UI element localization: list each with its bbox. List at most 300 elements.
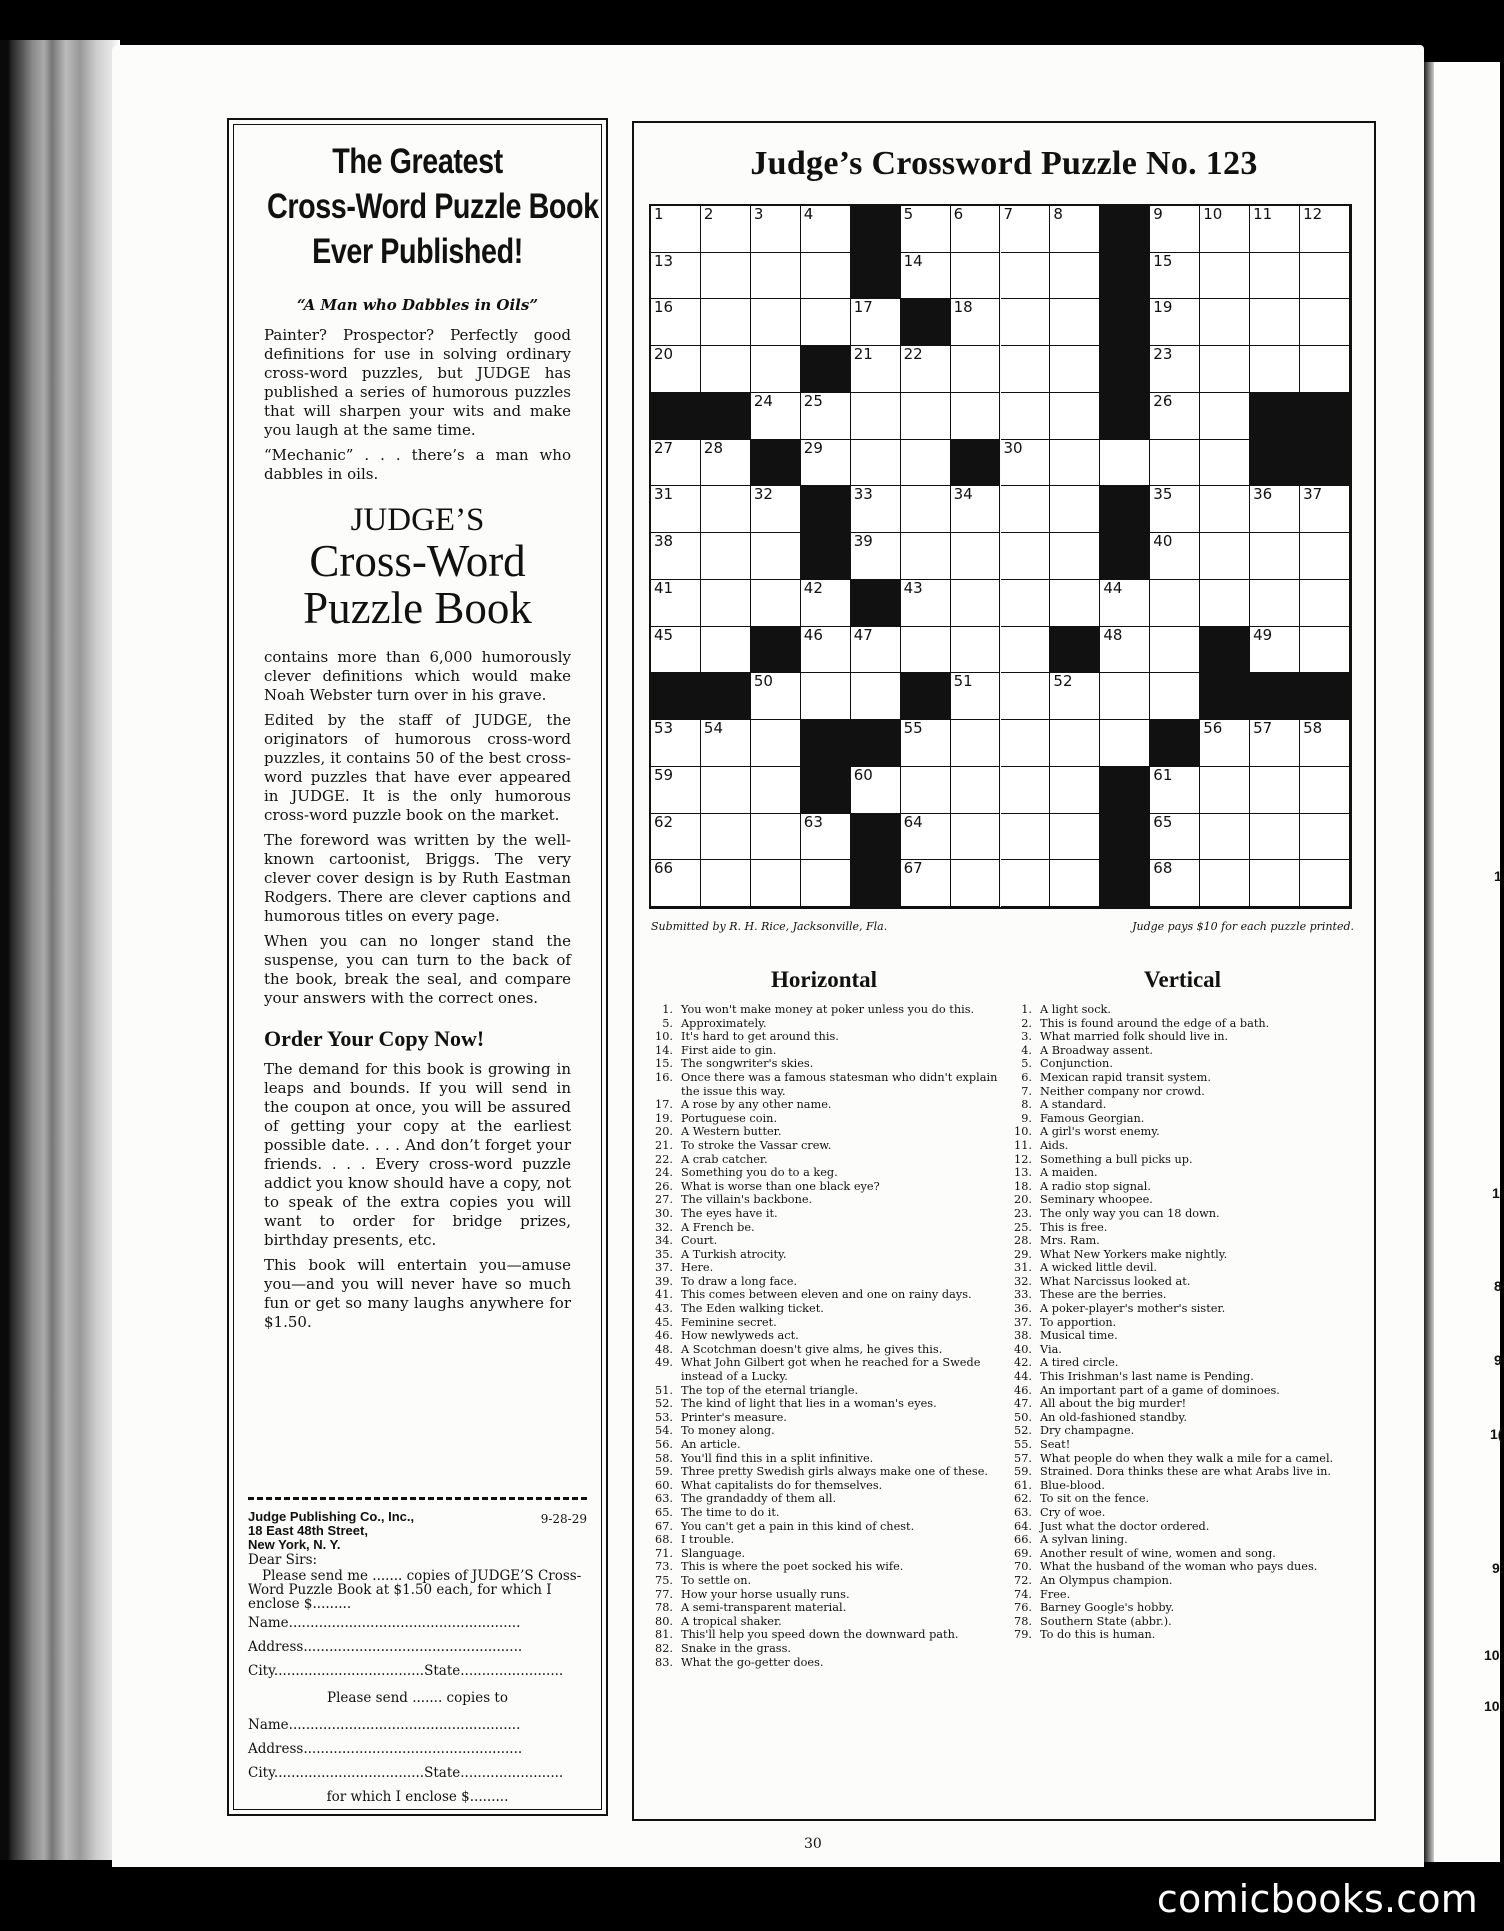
grid-cell[interactable] <box>951 346 1001 393</box>
clue-number: 14 <box>903 251 923 270</box>
grid-cell[interactable] <box>1100 440 1150 487</box>
grid-cell[interactable] <box>851 393 901 440</box>
grid-cell[interactable] <box>1001 393 1051 440</box>
grid-cell[interactable] <box>1150 440 1200 487</box>
grid-cell[interactable] <box>1250 580 1300 627</box>
grid-cell[interactable] <box>1250 206 1300 253</box>
grid-cell[interactable] <box>801 393 851 440</box>
grid-cell[interactable] <box>1200 206 1250 253</box>
grid-cell[interactable] <box>1300 720 1350 767</box>
clue-item <box>1010 1547 1362 1561</box>
clue-text: A Western butter. <box>681 1125 782 1139</box>
clue-num: 47. <box>1014 1397 1032 1411</box>
clue-text: Neither company nor crowd. <box>1040 1084 1205 1098</box>
clue-text: A Turkish atrocity. <box>681 1247 787 1261</box>
grid-cell[interactable] <box>1250 860 1300 907</box>
grid-cell[interactable] <box>851 767 901 814</box>
grid-cell[interactable] <box>1200 486 1250 533</box>
clue-text: The eyes have it. <box>681 1206 778 1220</box>
clue-number: 3 <box>753 205 764 223</box>
grid-black-square <box>1100 814 1150 861</box>
grid-cell[interactable] <box>951 299 1001 346</box>
grid-cell[interactable] <box>1001 486 1051 533</box>
grid-cell[interactable] <box>1300 767 1350 814</box>
grid-cell[interactable] <box>1300 206 1350 253</box>
grid-cell[interactable] <box>951 533 1001 580</box>
grid-cell[interactable] <box>801 299 851 346</box>
grid-cell[interactable] <box>1001 860 1051 907</box>
grid-cell[interactable] <box>1050 393 1100 440</box>
grid-cell[interactable] <box>1100 720 1150 767</box>
grid-cell[interactable] <box>1100 580 1150 627</box>
grid-black-square <box>1250 393 1300 440</box>
grid-cell[interactable] <box>1001 253 1051 300</box>
grid-cell[interactable] <box>1250 533 1300 580</box>
clue-text: The time to do it. <box>681 1505 780 1519</box>
grid-cell[interactable] <box>1100 627 1150 674</box>
grid-cell[interactable] <box>751 486 801 533</box>
grid-cell[interactable] <box>901 580 951 627</box>
grid-cell[interactable] <box>751 673 801 720</box>
grid-cell[interactable] <box>901 720 951 767</box>
clue-item <box>1010 1261 1362 1275</box>
grid-cell[interactable] <box>1001 346 1051 393</box>
grid-cell[interactable] <box>801 580 851 627</box>
grid-cell[interactable] <box>1050 440 1100 487</box>
grid-cell[interactable] <box>751 860 801 907</box>
clue-text: This is free. <box>1040 1220 1108 1234</box>
payment-note: Judge pays $10 for each puzzle printed. <box>1132 920 1354 933</box>
clue-item <box>651 1384 1005 1398</box>
grid-cell[interactable] <box>1050 206 1100 253</box>
grid-cell[interactable] <box>701 346 751 393</box>
grid-cell[interactable] <box>651 206 701 253</box>
grid-cell[interactable] <box>1200 299 1250 346</box>
clue-text: A standard. <box>1040 1098 1107 1112</box>
grid-cell[interactable] <box>901 486 951 533</box>
clue-text: A sylvan lining. <box>1040 1533 1128 1547</box>
grid-cell[interactable] <box>651 299 701 346</box>
gift-city-state-field[interactable]: City...................................State........................ <box>248 1765 564 1781</box>
clue-text: To apportion. <box>1040 1315 1117 1329</box>
grid-cell[interactable] <box>1300 627 1350 674</box>
grid-cell[interactable] <box>1200 533 1250 580</box>
coupon-date: 9-28-29 <box>540 1512 587 1526</box>
clue-num: 55. <box>1014 1438 1032 1451</box>
grid-cell[interactable] <box>751 767 801 814</box>
grid-cell[interactable] <box>751 580 801 627</box>
grid-cell[interactable] <box>951 253 1001 300</box>
grid-cell[interactable] <box>1250 299 1300 346</box>
grid-cell[interactable] <box>751 253 801 300</box>
clue-num: 58. <box>655 1451 673 1465</box>
clue-number: 18 <box>953 298 973 317</box>
grid-cell[interactable] <box>851 440 901 487</box>
clue-number: 11 <box>1253 205 1273 223</box>
clue-num: 15. <box>655 1057 673 1071</box>
grid-cell[interactable] <box>701 627 751 674</box>
grid-cell[interactable] <box>1001 533 1051 580</box>
grid-cell[interactable] <box>851 346 901 393</box>
clue-number: 6 <box>953 205 964 223</box>
page-gutter <box>1424 62 1434 1862</box>
next-page-fragment: 1: <box>1492 1185 1504 1201</box>
clue-item <box>651 1221 1005 1235</box>
grid-cell[interactable] <box>1150 299 1200 346</box>
clue-number: 22 <box>903 345 923 364</box>
grid-cell[interactable] <box>701 533 751 580</box>
grid-cell[interactable] <box>801 440 851 487</box>
grid-cell[interactable] <box>1050 346 1100 393</box>
grid-cell[interactable] <box>1150 253 1200 300</box>
grid-cell[interactable] <box>801 253 851 300</box>
grid-black-square <box>1250 440 1300 487</box>
clue-num: 5. <box>1021 1057 1032 1071</box>
grid-cell[interactable] <box>751 533 801 580</box>
clue-text: A wicked little devil. <box>1040 1261 1158 1275</box>
grid-cell[interactable] <box>651 814 701 861</box>
grid-cell[interactable] <box>851 486 901 533</box>
clue-item <box>651 1248 1005 1262</box>
grid-cell[interactable] <box>651 533 701 580</box>
clue-num: 14. <box>655 1043 673 1057</box>
grid-black-square <box>651 673 701 720</box>
clue-num: 70. <box>1014 1560 1032 1574</box>
clue-number: 23 <box>1153 345 1173 364</box>
clue-text: Musical time. <box>1040 1329 1118 1343</box>
grid-cell[interactable] <box>951 673 1001 720</box>
clue-num: 32. <box>1014 1274 1032 1288</box>
clue-item <box>1010 1193 1362 1207</box>
clue-num: 76. <box>1014 1601 1032 1615</box>
clue-item <box>651 1452 1005 1466</box>
grid-cell[interactable] <box>1001 767 1051 814</box>
submitted-credit: Submitted by R. H. Rice, Jacksonville, Fla. <box>651 920 888 933</box>
grid-cell[interactable] <box>901 253 951 300</box>
clue-text: A girl's worst enemy. <box>1040 1125 1160 1139</box>
grid-cell[interactable] <box>1300 533 1350 580</box>
grid-cell[interactable] <box>951 767 1001 814</box>
clue-item <box>1010 1465 1362 1479</box>
grid-cell[interactable] <box>901 393 951 440</box>
clue-num: 28. <box>1014 1234 1032 1248</box>
clue-text: A poker-player's mother's sister. <box>1040 1302 1226 1316</box>
grid-cell[interactable] <box>651 440 701 487</box>
grid-cell[interactable] <box>1250 486 1300 533</box>
grid-cell[interactable] <box>1200 720 1250 767</box>
grid-black-square <box>1100 346 1150 393</box>
next-page-fragment: 8 <box>1494 1278 1502 1294</box>
clue-num: 52. <box>655 1397 673 1411</box>
grid-black-square <box>801 533 851 580</box>
grid-cell[interactable] <box>1200 580 1250 627</box>
clue-text: Feminine secret. <box>681 1315 777 1329</box>
clue-num: 16. <box>655 1070 673 1084</box>
grid-cell[interactable] <box>1300 299 1350 346</box>
grid-cell[interactable] <box>851 533 901 580</box>
clue-number: 68 <box>1153 859 1173 878</box>
grid-cell[interactable] <box>851 627 901 674</box>
grid-cell[interactable] <box>701 814 751 861</box>
clue-item <box>1010 1615 1362 1629</box>
grid-cell[interactable] <box>1150 346 1200 393</box>
clue-text: You can't get a pain in this kind of chest. <box>681 1519 915 1533</box>
grid-cell[interactable] <box>1150 486 1200 533</box>
grid-cell[interactable] <box>751 393 801 440</box>
grid-cell[interactable] <box>751 206 801 253</box>
clue-num: 17. <box>655 1098 673 1112</box>
grid-cell[interactable] <box>701 580 751 627</box>
clue-text: The Eden walking ticket. <box>681 1302 824 1316</box>
grid-cell[interactable] <box>651 580 701 627</box>
grid-cell[interactable] <box>1200 253 1250 300</box>
clue-text: Snake in the grass. <box>681 1641 791 1655</box>
grid-cell[interactable] <box>1001 299 1051 346</box>
grid-cell[interactable] <box>1050 486 1100 533</box>
clue-num: 61. <box>1014 1478 1032 1492</box>
grid-cell[interactable] <box>1200 346 1250 393</box>
clue-item <box>1010 1221 1362 1235</box>
clue-num: 63. <box>1014 1505 1032 1519</box>
clue-item <box>1010 1424 1362 1438</box>
grid-cell[interactable] <box>1150 206 1200 253</box>
clue-item <box>1010 1506 1362 1520</box>
clue-item <box>1010 1316 1362 1330</box>
clue-item <box>651 1207 1005 1221</box>
grid-cell[interactable] <box>801 627 851 674</box>
grid-cell[interactable] <box>901 440 951 487</box>
grid-cell[interactable] <box>1150 533 1200 580</box>
gift-name-field[interactable]: Name...................................................... <box>248 1717 521 1733</box>
grid-cell[interactable] <box>1150 767 1200 814</box>
grid-cell[interactable] <box>1050 253 1100 300</box>
grid-cell[interactable] <box>801 206 851 253</box>
grid-cell[interactable] <box>1150 580 1200 627</box>
clue-item <box>651 1411 1005 1425</box>
grid-cell[interactable] <box>1150 393 1200 440</box>
grid-cell[interactable] <box>1050 673 1100 720</box>
address-field[interactable]: Address................................................... <box>248 1639 523 1655</box>
clue-text: Blue-blood. <box>1040 1478 1105 1492</box>
grid-cell[interactable] <box>1250 253 1300 300</box>
grid-cell[interactable] <box>1150 673 1200 720</box>
grid-cell[interactable] <box>951 486 1001 533</box>
grid-cell[interactable] <box>1001 627 1051 674</box>
clue-num: 24. <box>655 1166 673 1180</box>
clue-text: Something a bull picks up. <box>1040 1152 1193 1166</box>
grid-cell[interactable] <box>1300 860 1350 907</box>
grid-black-square <box>901 299 951 346</box>
grid-cell[interactable] <box>1150 814 1200 861</box>
clue-num: 7. <box>1021 1084 1032 1098</box>
grid-cell[interactable] <box>1250 814 1300 861</box>
grid-cell[interactable] <box>901 627 951 674</box>
grid-cell[interactable] <box>1001 814 1051 861</box>
clue-text: First aide to gin. <box>681 1043 777 1057</box>
grid-cell[interactable] <box>1250 627 1300 674</box>
grid-cell[interactable] <box>951 580 1001 627</box>
grid-black-square <box>1300 440 1350 487</box>
grid-cell[interactable] <box>1001 440 1051 487</box>
crossword-grid <box>649 204 1352 909</box>
grid-cell[interactable] <box>1050 720 1100 767</box>
clue-num: 50. <box>1014 1410 1032 1424</box>
grid-cell[interactable] <box>1050 860 1100 907</box>
clue-item <box>1010 1329 1362 1343</box>
clue-number: 55 <box>903 719 923 738</box>
clue-num: 3. <box>1021 1030 1032 1044</box>
clue-text: Another result of wine, women and song. <box>1040 1546 1276 1560</box>
clue-number: 37 <box>1303 485 1323 504</box>
clue-text: You won't make money at poker unless you do this. <box>681 1003 975 1016</box>
grid-cell[interactable] <box>901 860 951 907</box>
clue-item <box>1010 1343 1362 1357</box>
grid-cell[interactable] <box>1200 860 1250 907</box>
clue-item <box>651 1003 1005 1017</box>
clue-item <box>1010 1207 1362 1221</box>
clue-text: A light sock. <box>1040 1003 1111 1016</box>
clue-number: 10 <box>1203 205 1223 223</box>
grid-cell[interactable] <box>1050 533 1100 580</box>
grid-cell[interactable] <box>1200 814 1250 861</box>
clue-text: Printer's measure. <box>681 1410 787 1424</box>
grid-cell[interactable] <box>1200 767 1250 814</box>
clue-item <box>651 1492 1005 1506</box>
grid-cell[interactable] <box>1001 720 1051 767</box>
clue-num: 31. <box>1014 1261 1032 1275</box>
gift-address-field[interactable]: Address................................................... <box>248 1741 523 1757</box>
grid-cell[interactable] <box>651 720 701 767</box>
grid-cell[interactable] <box>1300 253 1350 300</box>
grid-cell[interactable] <box>751 720 801 767</box>
grid-cell[interactable] <box>1250 720 1300 767</box>
grid-cell[interactable] <box>1200 393 1250 440</box>
grid-cell[interactable] <box>1150 860 1200 907</box>
grid-cell[interactable] <box>1250 346 1300 393</box>
coupon-street: 18 East 48th Street, <box>248 1523 368 1538</box>
grid-cell[interactable] <box>701 440 751 487</box>
grid-cell[interactable] <box>901 206 951 253</box>
next-page-fragment: 1( <box>1490 1426 1503 1442</box>
clue-text: Approximately. <box>681 1016 767 1030</box>
grid-cell[interactable] <box>701 486 751 533</box>
grid-cell[interactable] <box>951 393 1001 440</box>
grid-cell[interactable] <box>951 860 1001 907</box>
name-field[interactable]: Name...................................................... <box>248 1615 521 1631</box>
grid-cell[interactable] <box>701 720 751 767</box>
grid-cell[interactable] <box>1001 206 1051 253</box>
grid-cell[interactable] <box>751 814 801 861</box>
horizontal-heading: Horizontal <box>771 967 878 992</box>
clue-number: 53 <box>654 719 674 738</box>
clue-item <box>1010 1234 1362 1248</box>
grid-cell[interactable] <box>651 767 701 814</box>
grid-cell[interactable] <box>701 253 751 300</box>
clue-number: 43 <box>903 578 923 597</box>
grid-cell[interactable] <box>801 814 851 861</box>
grid-cell[interactable] <box>751 299 801 346</box>
grid-cell[interactable] <box>1300 814 1350 861</box>
grid-cell[interactable] <box>1050 580 1100 627</box>
city-state-field[interactable]: City...................................State........................ <box>248 1663 564 1679</box>
clue-num: 1. <box>662 1003 673 1016</box>
grid-cell[interactable] <box>1300 486 1350 533</box>
grid-cell[interactable] <box>1050 814 1100 861</box>
clue-num: 54. <box>655 1424 673 1438</box>
grid-cell[interactable] <box>1050 299 1100 346</box>
ad-product-title <box>264 538 571 632</box>
grid-cell[interactable] <box>851 299 901 346</box>
grid-cell[interactable] <box>901 814 951 861</box>
clue-number: 5 <box>903 205 914 223</box>
grid-cell[interactable] <box>751 346 801 393</box>
grid-cell[interactable] <box>951 627 1001 674</box>
clue-num: 44. <box>1014 1370 1032 1384</box>
clue-item <box>1010 1397 1362 1411</box>
clue-number: 2 <box>703 205 714 223</box>
clue-item <box>651 1193 1005 1207</box>
clue-num: 10. <box>655 1030 673 1044</box>
clue-number: 64 <box>903 812 923 831</box>
grid-cell[interactable] <box>651 253 701 300</box>
clue-num: 67. <box>655 1519 673 1533</box>
clue-num: 9. <box>1021 1111 1032 1125</box>
next-page-fragment: 9: <box>1492 1560 1504 1576</box>
grid-cell[interactable] <box>901 533 951 580</box>
grid-cell[interactable] <box>801 673 851 720</box>
grid-cell[interactable] <box>651 627 701 674</box>
grid-cell[interactable] <box>1001 580 1051 627</box>
clue-number: 29 <box>803 438 823 457</box>
vertical-heading: Vertical <box>1144 967 1222 992</box>
clue-num: 32. <box>655 1220 673 1234</box>
grid-cell[interactable] <box>1001 673 1051 720</box>
clue-num: 57. <box>1014 1451 1032 1465</box>
clue-item <box>651 1601 1005 1615</box>
grid-cell[interactable] <box>1250 767 1300 814</box>
grid-cell[interactable] <box>851 673 901 720</box>
grid-cell[interactable] <box>651 346 701 393</box>
grid-cell[interactable] <box>1200 440 1250 487</box>
ad-headline <box>267 139 599 274</box>
grid-cell[interactable] <box>1100 673 1150 720</box>
ad-body-para: Edited by the staff of JUDGE, the originators of humorous cross-word puzzles, it contains 50 of the best cross-word puzzles that have ever appeared in JUDGE. It is the only humorous cross-word puzzle book on the market. <box>264 711 571 824</box>
grid-cell[interactable] <box>701 206 751 253</box>
grid-cell[interactable] <box>651 486 701 533</box>
grid-cell[interactable] <box>901 346 951 393</box>
clue-num: 49. <box>655 1356 673 1370</box>
grid-cell[interactable] <box>951 720 1001 767</box>
clue-num: 1. <box>1021 1003 1032 1016</box>
grid-cell[interactable] <box>1300 580 1350 627</box>
grid-cell[interactable] <box>1150 627 1200 674</box>
grid-cell[interactable] <box>801 860 851 907</box>
clue-text: Slanguage. <box>681 1546 746 1560</box>
grid-cell[interactable] <box>701 767 751 814</box>
clue-text: What the husband of the woman who pays dues. <box>1040 1560 1318 1574</box>
grid-cell[interactable] <box>701 860 751 907</box>
grid-cell[interactable] <box>951 206 1001 253</box>
grid-cell[interactable] <box>1300 346 1350 393</box>
grid-cell[interactable] <box>901 767 951 814</box>
grid-cell[interactable] <box>1050 767 1100 814</box>
grid-cell[interactable] <box>651 860 701 907</box>
grid-cell[interactable] <box>951 814 1001 861</box>
clue-item <box>1010 1628 1362 1642</box>
grid-cell[interactable] <box>701 299 751 346</box>
clue-item <box>1010 1125 1362 1139</box>
clue-item <box>651 1356 1005 1383</box>
